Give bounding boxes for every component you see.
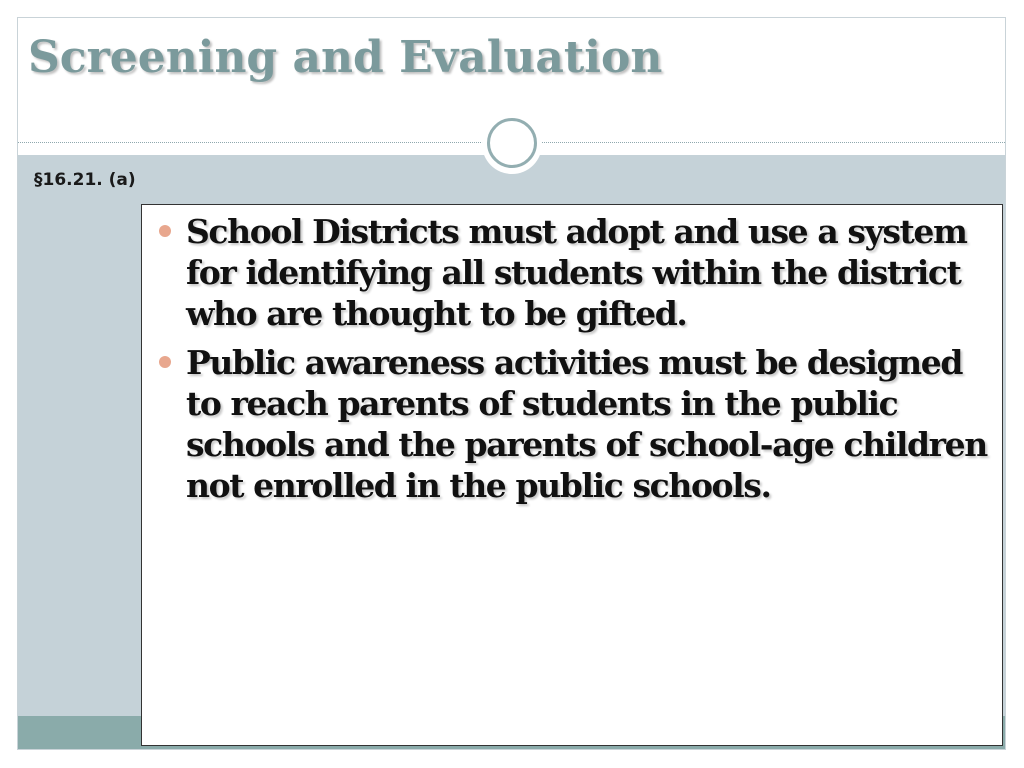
bullet-list [156, 211, 996, 514]
section-reference: §16.21. (a) [34, 170, 136, 190]
content-box [141, 204, 1003, 746]
circle-ornament-icon [487, 118, 537, 168]
bullet-dot-icon [159, 225, 171, 237]
bullet-text: School Districts must adopt and use a system for identifying all students within the district who are thought to be gifted. [186, 212, 967, 333]
bullet-text: Public awareness activities must be designed to reach parents of students in the public schools and the parents of school-age children not enrolled in the public schools. [186, 343, 987, 505]
bullet-dot-icon [159, 356, 171, 368]
slide-title: Screening and Evaluation [28, 32, 663, 83]
bullet-item [156, 342, 996, 506]
bullet-item [156, 211, 996, 334]
